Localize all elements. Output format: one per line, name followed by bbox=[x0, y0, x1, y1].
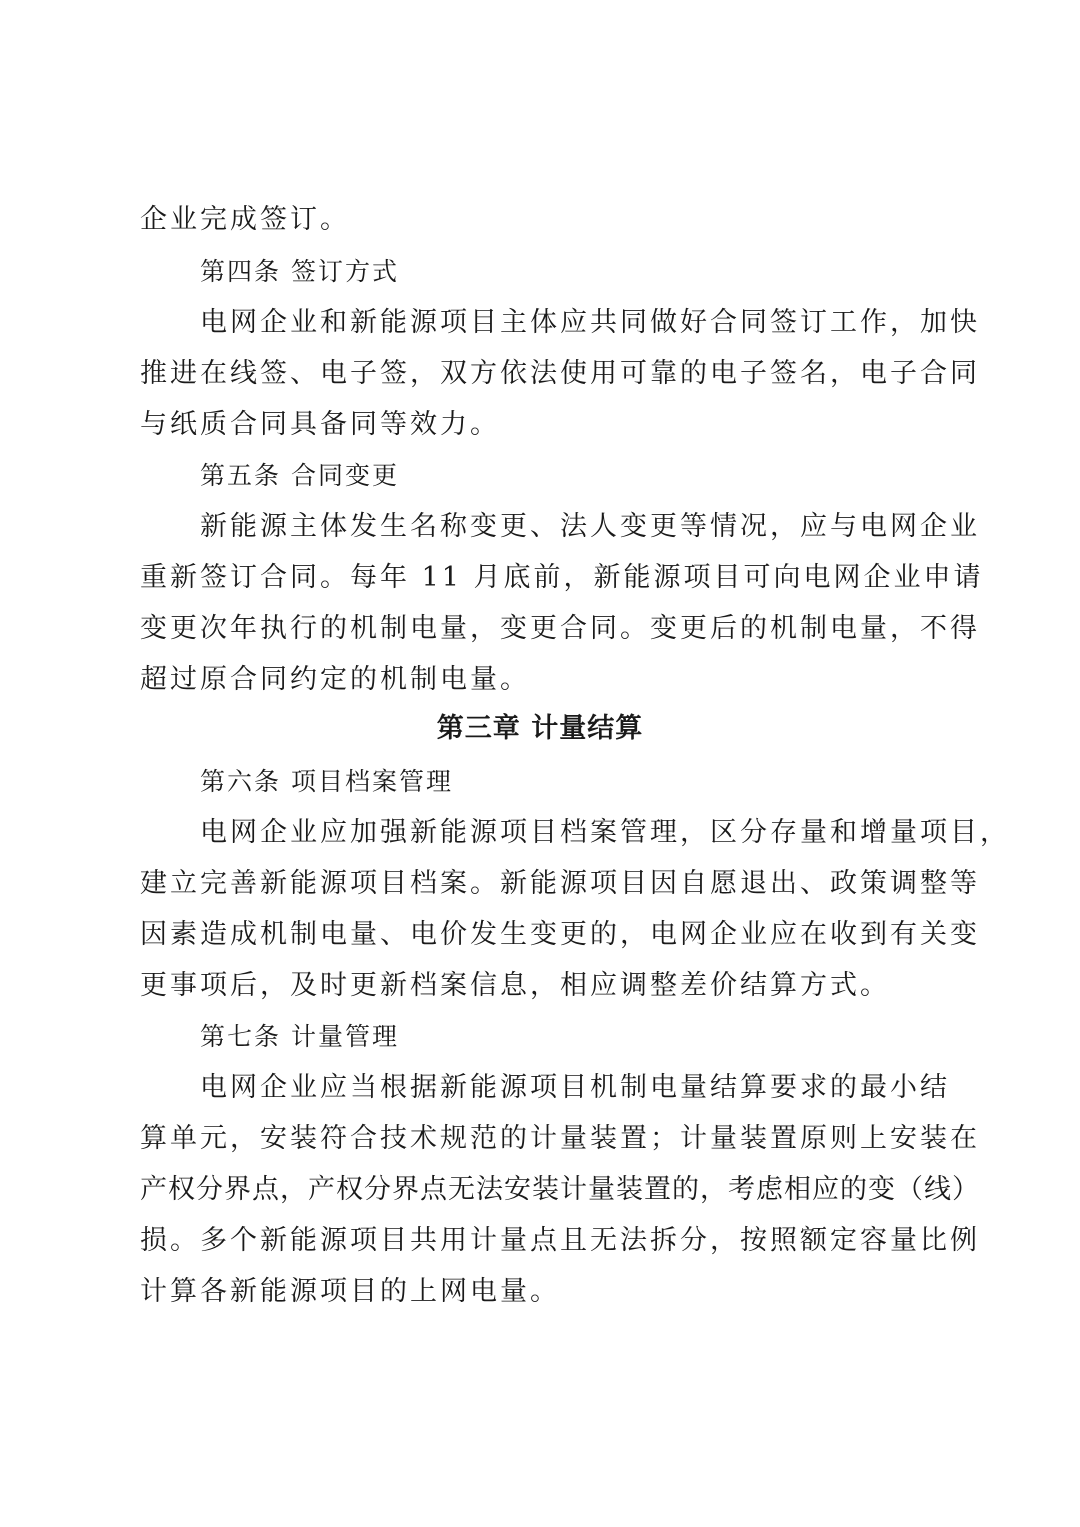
paragraph-line: 更事项后，及时更新档案信息，相应调整差价结算方式。 bbox=[140, 970, 890, 1001]
paragraph-line: 损。多个新能源项目共用计量点且无法拆分，按照额定容量比例 bbox=[140, 1225, 980, 1256]
paragraph-line: 建立完善新能源项目档案。新能源项目因自愿退出、政策调整等 bbox=[140, 868, 980, 899]
paragraph-line: 变更次年执行的机制电量，变更合同。变更后的机制电量，不得 bbox=[140, 613, 980, 644]
paragraph-line: 推进在线签、电子签，双方依法使用可靠的电子签名，电子合同 bbox=[140, 358, 980, 389]
paragraph-line: 与纸质合同具备同等效力。 bbox=[140, 409, 500, 440]
paragraph-line: 计算各新能源项目的上网电量。 bbox=[140, 1276, 560, 1307]
article-heading: 第五条 合同变更 bbox=[200, 461, 399, 490]
paragraph-line: 重新签订合同。每年 11 月底前，新能源项目可向电网企业申请 bbox=[140, 562, 984, 593]
paragraph-line: 企业完成签订。 bbox=[140, 204, 350, 235]
paragraph-line: 电网企业和新能源项目主体应共同做好合同签订工作，加快 bbox=[200, 307, 980, 338]
chapter-heading: 第三章 计量结算 bbox=[436, 713, 644, 744]
paragraph-line: 算单元，安装符合技术规范的计量装置；计量装置原则上安装在 bbox=[140, 1123, 980, 1154]
article-heading: 第七条 计量管理 bbox=[200, 1022, 399, 1051]
paragraph-line: 产权分界点，产权分界点无法安装计量装置的，考虑相应的变（线） bbox=[140, 1174, 980, 1205]
paragraph-line: 电网企业应当根据新能源项目机制电量结算要求的最小结 bbox=[200, 1072, 950, 1103]
paragraph-line: 超过原合同约定的机制电量。 bbox=[140, 664, 530, 695]
article-heading: 第四条 签订方式 bbox=[200, 257, 399, 286]
paragraph-line: 因素造成机制电量、电价发生变更的，电网企业应在收到有关变 bbox=[140, 919, 980, 950]
paragraph-line: 电网企业应加强新能源项目档案管理，区分存量和增量项目， bbox=[200, 817, 1010, 848]
paragraph-line: 新能源主体发生名称变更、法人变更等情况，应与电网企业 bbox=[200, 511, 980, 542]
article-heading: 第六条 项目档案管理 bbox=[200, 767, 453, 796]
